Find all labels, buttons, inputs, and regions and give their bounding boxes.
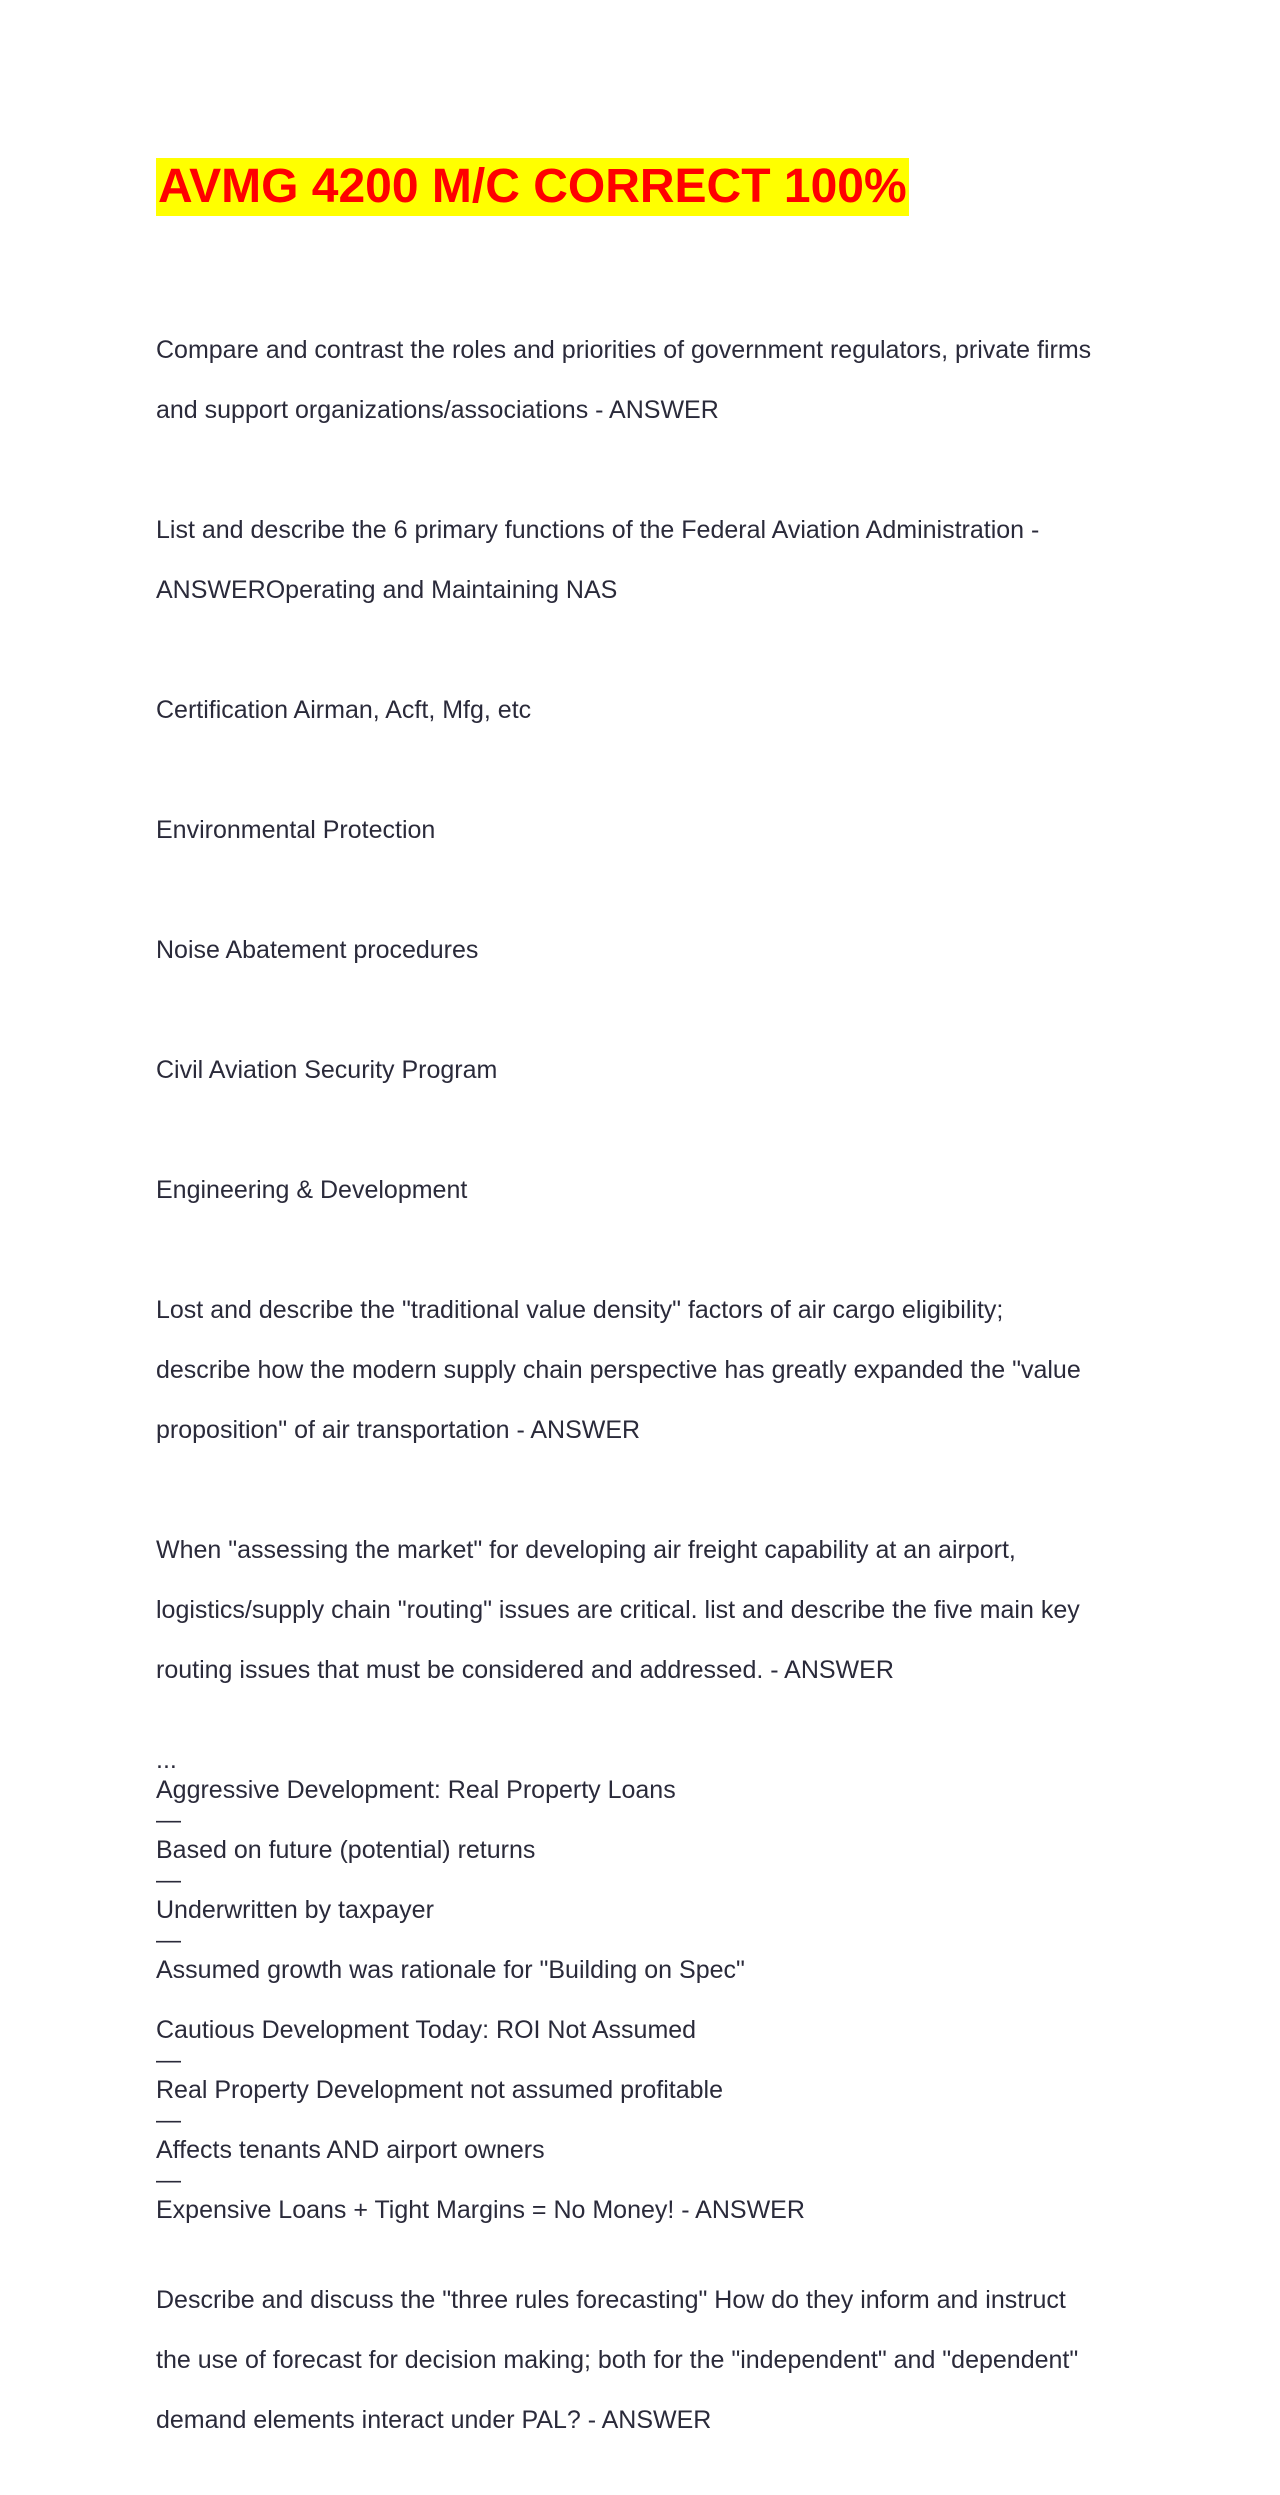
document-body bbox=[156, 305, 1136, 2495]
text-line: Describe and discuss the "three rules forecasting" How do they inform and instruct bbox=[156, 2286, 1066, 2314]
cautious-development-block bbox=[156, 2015, 1136, 2225]
dash-separator: — bbox=[156, 1806, 181, 1834]
aggressive-development-block bbox=[156, 1745, 1136, 1985]
dash-separator: — bbox=[156, 2046, 181, 2074]
answer-item bbox=[156, 665, 1136, 755]
dash-separator: — bbox=[156, 2106, 181, 2134]
text-line: proposition" of air transportation - ANSWER bbox=[156, 1416, 641, 1444]
text-line: Engineering & Development bbox=[156, 1176, 468, 1204]
answer-item bbox=[156, 785, 1136, 875]
text-line: routing issues that must be considered and addressed. - ANSWER bbox=[156, 1656, 894, 1684]
answer-item bbox=[156, 905, 1136, 995]
text-line: ANSWEROperating and Maintaining NAS bbox=[156, 576, 618, 604]
text-line: and support organizations/associations - ANSWER bbox=[156, 396, 719, 424]
question-paragraph bbox=[156, 1505, 1136, 1715]
text-line: Civil Aviation Security Program bbox=[156, 1056, 498, 1084]
answer-item bbox=[156, 1025, 1136, 1115]
question-paragraph bbox=[156, 2255, 1136, 2465]
text-line: Aggressive Development: Real Property Loans bbox=[156, 1776, 676, 1804]
document-title: AVMG 4200 M/C CORRECT 100% bbox=[156, 158, 909, 216]
text-line: Cautious Development Today: ROI Not Assumed bbox=[156, 2016, 697, 2044]
text-line: Lost and describe the "traditional value density" factors of air cargo eligibility; bbox=[156, 1296, 1004, 1324]
dash-separator: — bbox=[156, 1926, 181, 1954]
text-line: Compare and contrast the roles and priorities of government regulators, private firms bbox=[156, 336, 1092, 364]
dash-separator: — bbox=[156, 1866, 181, 1894]
title-container bbox=[156, 158, 909, 216]
ellipsis: ... bbox=[156, 1746, 177, 1774]
text-line: Expensive Loans + Tight Margins = No Money! - ANSWER bbox=[156, 2196, 805, 2224]
text-line: Real Property Development not assumed profitable bbox=[156, 2076, 723, 2104]
text-line: List and describe the 6 primary functions of the Federal Aviation Administration - bbox=[156, 516, 1040, 544]
question-paragraph bbox=[156, 305, 1136, 455]
answer-item bbox=[156, 1145, 1136, 1235]
text-line: the use of forecast for decision making; both for the "independent" and "dependent" bbox=[156, 2346, 1079, 2374]
dash-separator: — bbox=[156, 2166, 181, 2194]
text-line: When "assessing the market" for developing air freight capability at an airport, bbox=[156, 1536, 1016, 1564]
text-line: Affects tenants AND airport owners bbox=[156, 2136, 545, 2164]
text-line: demand elements interact under PAL? - ANSWER bbox=[156, 2406, 712, 2434]
text-line: Based on future (potential) returns bbox=[156, 1836, 536, 1864]
question-paragraph bbox=[156, 485, 1136, 635]
text-line: describe how the modern supply chain perspective has greatly expanded the "value bbox=[156, 1356, 1081, 1384]
text-line: logistics/supply chain "routing" issues are critical. list and describe the five main key bbox=[156, 1596, 1080, 1624]
text-line: Noise Abatement procedures bbox=[156, 936, 479, 964]
question-paragraph bbox=[156, 1265, 1136, 1475]
text-line: Underwritten by taxpayer bbox=[156, 1896, 434, 1924]
text-line: Certification Airman, Acft, Mfg, etc bbox=[156, 696, 532, 724]
text-line: Environmental Protection bbox=[156, 816, 436, 844]
text-line: Assumed growth was rationale for "Building on Spec" bbox=[156, 1956, 745, 1984]
